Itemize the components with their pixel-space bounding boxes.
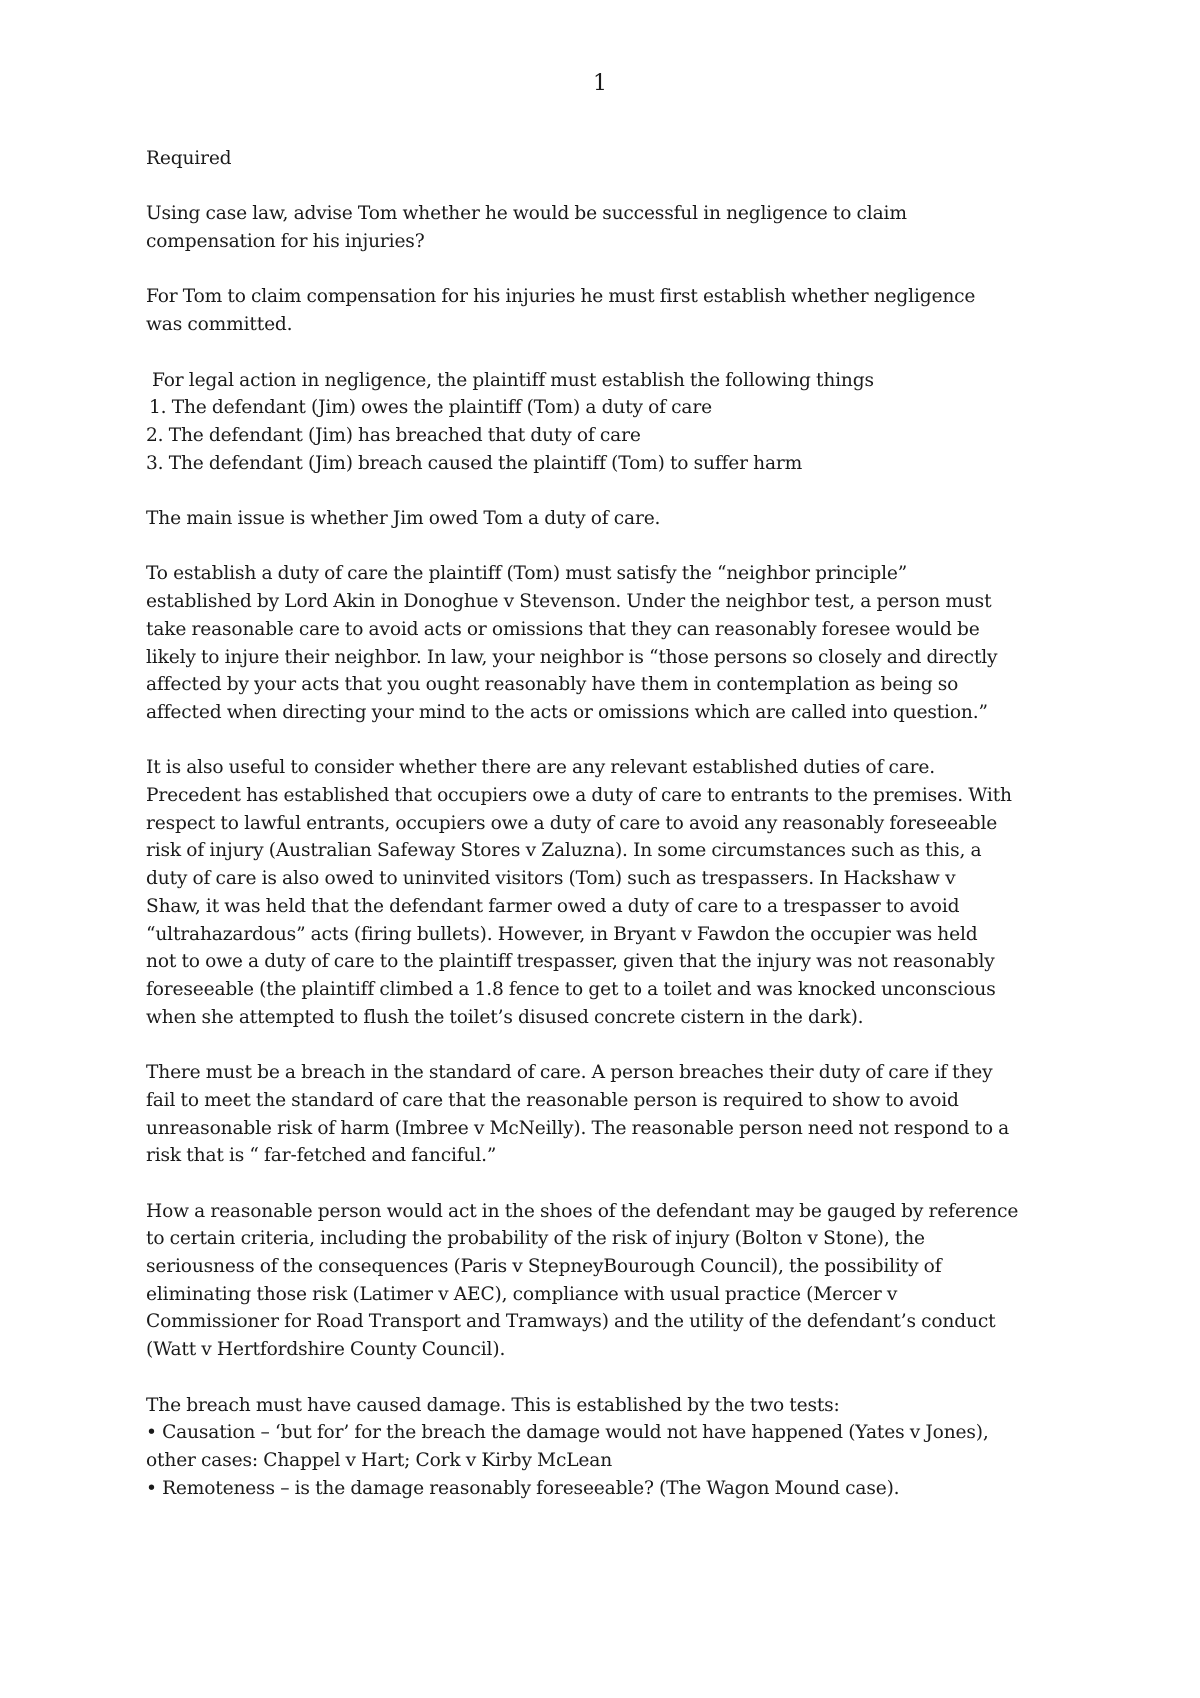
text-line: duty of care is also owed to uninvited visitors (Tom) such as trespassers. In Hackshaw v xyxy=(146,868,956,890)
heading-line: Required xyxy=(146,148,232,169)
text-line: respect to lawful entrants, occupiers owe a duty of care to avoid any reasonably foreseeable xyxy=(146,812,998,834)
text-line: The breach must have caused damage. This is established by the two tests: xyxy=(146,1394,840,1416)
text-line: when she attempted to flush the toilet’s disused concrete cistern in the dark). xyxy=(146,1006,864,1028)
document-body xyxy=(146,145,1076,1530)
text-line: compensation for his injuries? xyxy=(146,231,425,253)
text-line: not to owe a duty of care to the plaintiff trespasser, given that the injury was not reasonably xyxy=(146,951,995,973)
text-line: likely to injure their neighbor. In law, your neighbor is “those persons so closely and directly xyxy=(146,646,998,668)
text-line: risk that is “ far-fetched and fanciful.” xyxy=(146,1145,497,1167)
main-issue-paragraph xyxy=(146,505,1076,533)
text-line: For Tom to claim compensation for his injuries he must first establish whether negligence xyxy=(146,286,976,308)
text-line: There must be a breach in the standard of care. A person breaches their duty of care if they xyxy=(146,1062,993,1084)
text-line: risk of injury (Australian Safeway Stores v Zaluzna). In some circumstances such as this, a xyxy=(146,840,982,862)
list-item: 2. The defendant (Jim) has breached that duty of care xyxy=(146,424,641,446)
damage-paragraph xyxy=(146,1392,1076,1503)
text-line: To establish a duty of care the plaintiff (Tom) must satisfy the “neighbor principle” xyxy=(146,563,908,585)
bullet-item: • Remoteness – is the damage reasonably foreseeable? (The Wagon Mound case). xyxy=(146,1477,900,1499)
bullet-item: • Causation – ‘but for’ for the breach the damage would not have happened (Yates v Jones), xyxy=(146,1422,989,1444)
text-line: affected by your acts that you ought reasonably have them in contemplation as being so xyxy=(146,674,959,696)
list-item: 1. The defendant (Jim) owes the plaintiff (Tom) a duty of care xyxy=(149,397,712,419)
text-line: unreasonable risk of harm (Imbree v McNeilly). The reasonable person need not respond to a xyxy=(146,1117,1010,1139)
text-line: to certain criteria, including the probability of the risk of injury (Bolton v Stone), the xyxy=(146,1228,925,1250)
text-line: seriousness of the consequences (Paris v StepneyBourough Council), the possibility of xyxy=(146,1256,942,1277)
question-paragraph xyxy=(146,200,1076,255)
text-line: Shaw, it was held that the defendant farmer owed a duty of care to a trespasser to avoid xyxy=(146,895,960,917)
intro-paragraph xyxy=(146,283,1076,338)
text-line: was committed. xyxy=(146,314,293,336)
elements-list xyxy=(146,367,1076,478)
reasonable-person-paragraph xyxy=(146,1198,1076,1364)
page-number: 1 xyxy=(593,71,607,96)
text-line: Precedent has established that occupiers owe a duty of care to entrants to the premises. With xyxy=(146,785,1012,807)
text-line: fail to meet the standard of care that the reasonable person is required to show to avoid xyxy=(146,1089,959,1111)
text-line: (Watt v Hertfordshire County Council). xyxy=(146,1339,506,1361)
text-line: The main issue is whether Jim owed Tom a duty of care. xyxy=(146,508,661,530)
text-line: “ultrahazardous” acts (firing bullets). However, in Bryant v Fawdon the occupier was held xyxy=(146,923,978,945)
text-line: affected when directing your mind to the acts or omissions which are called into question.” xyxy=(146,701,988,723)
text-line: take reasonable care to avoid acts or omissions that they can reasonably foresee would be xyxy=(146,618,980,640)
breach-paragraph xyxy=(146,1059,1076,1170)
text-line: established by Lord Akin in Donoghue v Stevenson. Under the neighbor test, a person must xyxy=(146,591,992,613)
text-line: Using case law, advise Tom whether he would be successful in negligence to claim xyxy=(146,203,907,225)
list-lead: For legal action in negligence, the plaintiff must establish the following things xyxy=(152,369,874,391)
established-duties-paragraph xyxy=(146,754,1076,1031)
text-line: eliminating those risk (Latimer v AEC), compliance with usual practice (Mercer v xyxy=(146,1283,898,1305)
text-line: foreseeable (the plaintiff climbed a 1.8 fence to get to a toilet and was knocked unconscious xyxy=(146,979,996,1000)
list-item: 3. The defendant (Jim) breach caused the plaintiff (Tom) to suffer harm xyxy=(146,452,803,474)
duty-of-care-paragraph xyxy=(146,560,1076,726)
text-line: It is also useful to consider whether there are any relevant established duties of care. xyxy=(146,757,936,779)
text-line: other cases: Chappel v Hart; Cork v Kirby McLean xyxy=(146,1449,613,1471)
text-line: Commissioner for Road Transport and Tramways) and the utility of the defendant’s conduct xyxy=(146,1311,996,1333)
text-line: How a reasonable person would act in the shoes of the defendant may be gauged by reference xyxy=(146,1200,1019,1222)
heading-required xyxy=(146,145,1076,173)
